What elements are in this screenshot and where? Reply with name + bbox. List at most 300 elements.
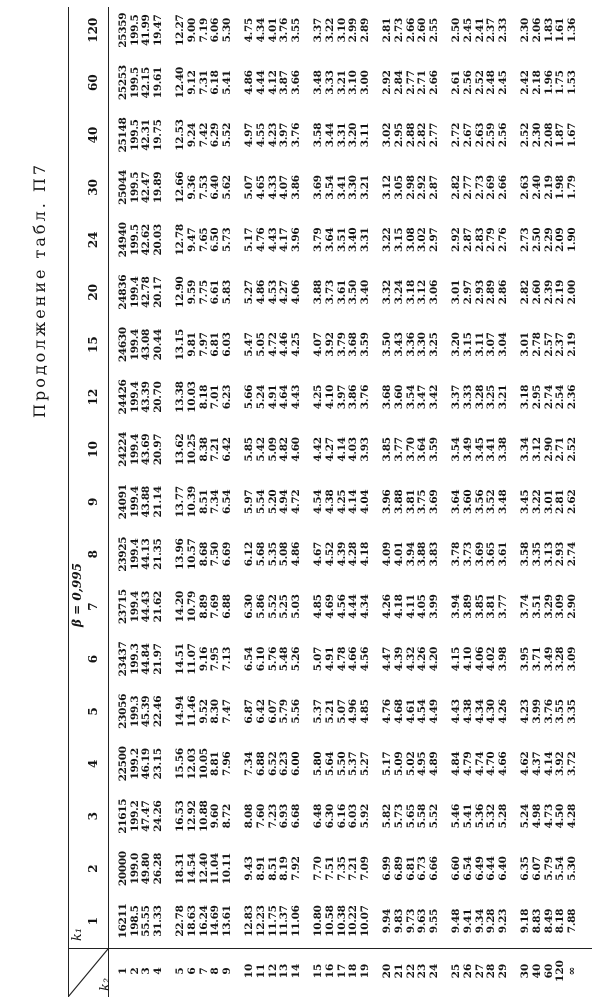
table-cell: 16.53 xyxy=(174,800,187,832)
table-cell: 4.39 xyxy=(335,542,348,567)
table-cell: 3.10 xyxy=(347,70,360,95)
table-cell: 5.21 xyxy=(324,699,336,724)
table-cell: 10.11 xyxy=(220,852,233,885)
table-cell: 3.38 xyxy=(496,437,509,462)
table-cell: 6.00 xyxy=(289,751,302,776)
table-cell: 3.81 xyxy=(485,594,498,619)
column-header-k1-24: 24 xyxy=(86,231,100,249)
table-cell: 3.36 xyxy=(404,332,417,357)
table-cell: 3.31 xyxy=(358,227,371,252)
table-cell: 8.81 xyxy=(209,751,222,776)
row-header-k2-28: 28 xyxy=(485,963,498,979)
row-header-k2-16: 16 xyxy=(324,963,336,979)
table-cell: 3.44 xyxy=(324,122,336,148)
table-cell: 4.74 xyxy=(473,751,486,776)
table-cell: 15.56 xyxy=(174,748,187,780)
table-cell: 7.95 xyxy=(209,646,222,672)
row-header-k2-5: 5 xyxy=(174,967,187,975)
table-cell: 3.59 xyxy=(427,437,440,462)
table-cell: 25359 xyxy=(117,12,129,48)
table-cell: 10.03 xyxy=(186,381,198,413)
table-cell: 7.97 xyxy=(197,332,210,357)
table-cell: 12.40 xyxy=(197,852,210,885)
table-cell: 5.56 xyxy=(289,699,302,724)
table-cell: 1.61 xyxy=(554,18,567,43)
table-cell: 3.20 xyxy=(450,332,463,357)
table-cell: 5.54 xyxy=(255,489,267,514)
table-cell: 10.58 xyxy=(324,905,336,937)
table-cell: 7.42 xyxy=(197,122,210,148)
table-cell: 3.09 xyxy=(565,646,578,672)
table-cell: 2.41 xyxy=(473,18,486,43)
table-cell: 5.07 xyxy=(312,646,325,672)
table-cell: 4.34 xyxy=(473,699,486,724)
table-cell: 3.88 xyxy=(393,489,405,514)
table-cell: 4.96 xyxy=(347,699,360,724)
table-cell: 6.73 xyxy=(416,856,429,881)
table-cell: 8.49 xyxy=(542,908,555,934)
table-cell: 3.09 xyxy=(554,594,567,619)
table-cell: 5.92 xyxy=(358,804,371,829)
table-cell: 2.97 xyxy=(462,280,474,305)
table-cell: 3.66 xyxy=(289,70,302,95)
table-cell: 4.06 xyxy=(473,646,486,672)
table-cell: 3.94 xyxy=(404,542,417,567)
table-cell: 2.73 xyxy=(393,18,405,43)
table-cell: 3.99 xyxy=(531,699,543,724)
table-cell: 6.50 xyxy=(209,227,222,252)
table-cell: 3.73 xyxy=(324,280,336,305)
table-cell: 4.75 xyxy=(243,18,256,43)
table-cell: 199.5 xyxy=(128,66,141,99)
table-cell: 9.48 xyxy=(450,908,463,934)
table-cell: 199.4 xyxy=(128,328,141,361)
table-cell: 4.79 xyxy=(462,751,474,776)
table-cell: 9.59 xyxy=(186,280,198,305)
table-cell: 5.52 xyxy=(220,122,233,148)
row-header-k2-inf: ∞ xyxy=(565,966,578,976)
table-cell: 6.18 xyxy=(209,70,222,95)
table-cell: 199.4 xyxy=(128,486,141,518)
table-cell: 13.61 xyxy=(220,905,233,937)
column-header-k1-15: 15 xyxy=(86,336,100,353)
table-cell: 19.89 xyxy=(151,171,164,204)
table-cell: 7.75 xyxy=(197,280,210,305)
table-cell: 3.41 xyxy=(335,175,348,200)
table-cell: 4.33 xyxy=(266,175,279,200)
table-cell: 2.74 xyxy=(542,384,555,410)
column-header-k1-9: 9 xyxy=(86,497,100,506)
table-cell: 13.15 xyxy=(174,328,187,361)
table-cell: 3.50 xyxy=(347,280,360,305)
table-cell: 2.52 xyxy=(473,70,486,95)
table-cell: 7.01 xyxy=(209,384,222,410)
table-cell: 4.03 xyxy=(347,437,360,462)
row-header-k2-25: 25 xyxy=(450,963,463,979)
table-cell: 3.00 xyxy=(358,70,371,95)
table-cell: 9.24 xyxy=(186,122,198,148)
table-cell: 19.61 xyxy=(151,66,164,99)
table-cell: 2.42 xyxy=(519,70,532,95)
table-cell: 4.85 xyxy=(358,699,371,724)
table-cell: 3.52 xyxy=(485,489,498,514)
table-cell: 2.52 xyxy=(565,437,578,462)
table-cell: 8.18 xyxy=(554,908,567,934)
row-header-k2-21: 21 xyxy=(393,963,405,979)
table-cell: 8.89 xyxy=(197,594,210,619)
row-header-k2-2: 2 xyxy=(128,967,141,975)
table-cell: 3.76 xyxy=(289,122,302,148)
table-cell: 6.35 xyxy=(519,856,532,881)
table-cell: 2.95 xyxy=(531,384,543,410)
table-cell: 3.69 xyxy=(312,175,325,200)
table-cell: 4.72 xyxy=(266,332,279,357)
table-cell: 4.43 xyxy=(450,699,463,724)
table-cell: 2.00 xyxy=(565,280,578,305)
table-cell: 4.73 xyxy=(542,804,555,829)
table-cell: 3.94 xyxy=(450,594,463,619)
table-cell: 6.42 xyxy=(220,437,233,462)
table-cell: 10.38 xyxy=(335,905,348,937)
table-cell: 9.83 xyxy=(393,908,405,934)
table-cell: 3.31 xyxy=(335,122,348,148)
table-cell: 2.86 xyxy=(496,280,509,305)
column-header-k1-7: 7 xyxy=(86,602,100,611)
table-cell: 199.4 xyxy=(128,538,141,570)
table-cell: 4.95 xyxy=(416,751,429,776)
table-cell: 3.71 xyxy=(531,646,543,672)
rotated-table-wrapper xyxy=(68,7,592,997)
table-cell: 8.51 xyxy=(266,856,279,881)
table-cell: 12.78 xyxy=(174,224,187,256)
table-cell: 44.13 xyxy=(140,538,153,570)
table-cell: 7.70 xyxy=(312,856,325,881)
table-cell: 5.52 xyxy=(266,594,279,619)
table-cell: 10.25 xyxy=(186,433,198,466)
corner-k1-label: k₁ xyxy=(70,927,85,941)
table-cell: 2.18 xyxy=(531,70,543,95)
table-cell: 7.92 xyxy=(289,856,302,881)
table-cell: 11.04 xyxy=(209,852,222,885)
table-cell: 4.70 xyxy=(485,751,498,776)
table-cell: 4.43 xyxy=(289,384,302,410)
table-cell: 14.51 xyxy=(174,643,187,675)
row-header-k2-1: 1 xyxy=(117,967,129,975)
table-cell: 5.27 xyxy=(243,280,256,305)
table-cell: 10.39 xyxy=(186,486,198,518)
table-cell: 2.52 xyxy=(519,122,532,148)
table-cell: 4.23 xyxy=(519,699,532,724)
table-cell: 12.53 xyxy=(174,119,187,151)
table-cell: 3.22 xyxy=(531,489,543,514)
row-header-k2-23: 23 xyxy=(416,963,429,979)
table-cell: 3.29 xyxy=(542,594,555,619)
table-cell: 4.05 xyxy=(416,594,429,619)
table-cell: 3.45 xyxy=(473,437,486,462)
table-cell: 6.68 xyxy=(289,804,302,829)
table-cell: 3.97 xyxy=(278,122,291,148)
table-cell: 8.51 xyxy=(197,489,210,514)
table-cell: 3.96 xyxy=(381,489,394,514)
table-cell: 2.54 xyxy=(554,384,567,410)
table-cell: 2.81 xyxy=(554,489,567,514)
table-cell: 3.68 xyxy=(381,384,394,410)
table-cell: 4.30 xyxy=(485,699,498,724)
table-cell: 4.14 xyxy=(542,751,555,776)
table-cell: 19.47 xyxy=(151,14,164,46)
table-cell: 12.66 xyxy=(174,171,187,204)
table-cell: 2.82 xyxy=(519,280,532,305)
table-cell: 199.4 xyxy=(128,381,141,413)
table-cell: 3.88 xyxy=(416,542,429,567)
table-cell: 3.64 xyxy=(416,437,429,462)
table-cell: 2.30 xyxy=(519,18,532,43)
table-cell: 21.97 xyxy=(151,643,164,675)
table-cell: 2.33 xyxy=(496,18,509,43)
table-cell: 3.54 xyxy=(450,437,463,462)
table-cell: 4.26 xyxy=(381,594,394,619)
row-header-k2-30: 30 xyxy=(519,963,532,979)
table-cell: 23437 xyxy=(117,641,129,677)
table-cell: 2.90 xyxy=(542,437,555,462)
table-cell: 2.09 xyxy=(554,227,567,252)
table-cell: 2.87 xyxy=(462,227,474,252)
table-cell: 5.27 xyxy=(358,751,371,776)
table-cell: 3.37 xyxy=(312,18,325,43)
table-cell: 4.50 xyxy=(554,804,567,829)
table-cell: 24836 xyxy=(117,274,129,310)
table-cell: 4.49 xyxy=(427,699,440,724)
table-cell: 3.35 xyxy=(531,542,543,567)
table-cell: 6.06 xyxy=(209,18,222,43)
column-header-k1-12: 12 xyxy=(86,388,100,406)
table-cell: 45.39 xyxy=(140,695,153,728)
table-cell: 4.86 xyxy=(255,280,267,305)
table-cell: 6.12 xyxy=(243,542,256,567)
table-cell: 9.41 xyxy=(462,908,474,934)
table-cell: 20.17 xyxy=(151,276,164,308)
table-cell: 2.77 xyxy=(462,175,474,200)
table-cell: 4.86 xyxy=(243,70,256,95)
table-cell: 4.66 xyxy=(347,646,360,672)
table-cell: 4.01 xyxy=(266,18,279,43)
table-cell: 4.67 xyxy=(312,542,325,567)
table-cell: 2.72 xyxy=(450,122,463,148)
table-cell: 5.30 xyxy=(565,856,578,881)
table-cell: 3.74 xyxy=(519,594,532,619)
table-cell: 7.13 xyxy=(220,646,233,672)
table-cell: 2.19 xyxy=(554,280,567,305)
table-cell: 4.34 xyxy=(255,18,267,43)
table-cell: 20.70 xyxy=(151,381,164,413)
table-cell: 3.48 xyxy=(496,489,509,514)
table-cell: 7.65 xyxy=(197,227,210,252)
column-header-k1-20: 20 xyxy=(86,283,100,301)
table-cell: 4.47 xyxy=(381,646,394,672)
table-cell: 11.46 xyxy=(186,695,198,728)
table-cell: 8.68 xyxy=(197,542,210,567)
table-cell: 3.60 xyxy=(393,384,405,410)
table-cell: 6.40 xyxy=(209,175,222,200)
table-cell: 2.37 xyxy=(554,332,567,357)
table-cell: 14.20 xyxy=(174,590,187,623)
column-header-k1-30: 30 xyxy=(86,179,100,196)
table-cell: 3.81 xyxy=(404,489,417,514)
table-cell: 7.88 xyxy=(565,908,578,934)
table-cell: 1.83 xyxy=(542,18,555,43)
table-cell: 2.59 xyxy=(485,122,498,148)
table-cell: 6.66 xyxy=(427,856,440,881)
table-cell: 6.87 xyxy=(243,699,256,724)
table-cell: 4.20 xyxy=(427,646,440,672)
table-cell: 3.89 xyxy=(462,594,474,619)
table-cell: 9.81 xyxy=(186,332,198,357)
table-cell: 3.55 xyxy=(289,18,302,43)
table-cell: 5.08 xyxy=(278,542,291,567)
table-cell: 3.10 xyxy=(335,18,348,43)
table-cell: 199.4 xyxy=(128,433,141,466)
table-cell: 3.48 xyxy=(312,70,325,95)
table-cell: 5.65 xyxy=(404,804,417,829)
table-cell: 4.27 xyxy=(278,280,291,305)
table-cell: 1.98 xyxy=(554,175,567,200)
table-cell: 43.69 xyxy=(140,433,153,466)
table-cell: 4.72 xyxy=(289,489,302,514)
table-cell: 2.77 xyxy=(427,122,440,148)
row-header-k2-20: 20 xyxy=(381,963,394,979)
table-cell: 4.54 xyxy=(312,489,325,514)
table-cell: 2.66 xyxy=(496,175,509,200)
table-cell: 4.60 xyxy=(289,437,302,462)
table-cell: 13.77 xyxy=(174,486,187,518)
table-cell: 5.97 xyxy=(243,489,256,514)
table-cell: 4.44 xyxy=(255,70,267,95)
table-cell: 3.06 xyxy=(427,280,440,305)
table-cell: 5.24 xyxy=(519,804,532,829)
table-cell: 3.30 xyxy=(416,332,429,357)
table-cell: 23925 xyxy=(117,536,129,572)
table-cell: 14.94 xyxy=(174,695,187,728)
table-cell: 18.63 xyxy=(186,905,198,937)
table-cell: 2.82 xyxy=(450,175,463,200)
table-cell: 2.45 xyxy=(462,18,474,43)
column-header-k1-6: 6 xyxy=(86,654,100,664)
table-cell: 3.24 xyxy=(393,280,405,305)
table-cell: 4.25 xyxy=(335,489,348,514)
table-cell: 6.49 xyxy=(473,856,486,881)
table-cell: 4.91 xyxy=(324,646,336,672)
table-cell: 3.78 xyxy=(450,542,463,567)
table-cell: 4.09 xyxy=(381,542,394,567)
table-cell: 3.59 xyxy=(358,332,371,357)
table-cell: 9.23 xyxy=(496,908,509,934)
table-cell: 5.07 xyxy=(335,699,348,724)
table-cell: 47.47 xyxy=(140,800,153,832)
table-cell: 3.58 xyxy=(519,542,532,567)
table-cell: 4.06 xyxy=(289,280,302,305)
table-cell: 5.86 xyxy=(255,594,267,619)
table-cell: 4.01 xyxy=(393,542,405,567)
table-cell: 11.37 xyxy=(278,905,291,937)
table-cell: 3.76 xyxy=(358,384,371,410)
table-cell: 4.94 xyxy=(278,489,291,514)
table-cell: 14.54 xyxy=(186,852,198,885)
table-cell: 4.52 xyxy=(324,542,336,567)
table-cell: 11.07 xyxy=(186,643,198,675)
row-header-k2-10: 10 xyxy=(243,963,256,979)
table-cell: 6.29 xyxy=(209,122,222,148)
table-cell: 7.50 xyxy=(209,542,222,567)
table-cell: 6.03 xyxy=(347,804,360,829)
table-cell: 5.76 xyxy=(266,646,279,672)
table-cell: 3.88 xyxy=(312,280,325,305)
table-cell: 9.43 xyxy=(243,856,256,881)
f-distribution-table xyxy=(68,7,592,997)
table-cell: 3.02 xyxy=(416,227,429,252)
table-cell: 25044 xyxy=(117,169,129,205)
table-cell: 42.62 xyxy=(140,224,153,256)
table-cell: 3.13 xyxy=(542,542,555,567)
table-cell: 2.77 xyxy=(404,70,417,95)
table-cell: 3.43 xyxy=(393,332,405,357)
table-cell: 5.47 xyxy=(243,332,256,357)
table-cell: 5.50 xyxy=(335,751,348,776)
table-cell: 26.28 xyxy=(151,852,164,885)
table-cell: 2.93 xyxy=(554,542,567,567)
table-cell: 199.3 xyxy=(128,643,141,675)
table-cell: 5.54 xyxy=(554,856,567,881)
table-cell: 2.73 xyxy=(519,227,532,252)
table-cell: 5.03 xyxy=(289,594,302,619)
table-cell: 24224 xyxy=(117,431,129,467)
table-cell: 4.15 xyxy=(450,646,463,672)
table-cell: 7.21 xyxy=(209,437,222,462)
table-cell: 2.08 xyxy=(542,122,555,148)
table-cell: 3.98 xyxy=(496,646,509,672)
table-cell: 2.66 xyxy=(404,18,417,43)
table-cell: 5.83 xyxy=(220,280,233,305)
table-cell: 3.34 xyxy=(519,437,532,462)
table-cell: 3.12 xyxy=(531,437,543,462)
table-cell: 3.69 xyxy=(427,489,440,514)
table-cell: 20.97 xyxy=(151,433,164,466)
table-cell: 3.25 xyxy=(427,332,440,357)
table-cell: 10.07 xyxy=(358,905,371,937)
table-cell: 12.23 xyxy=(255,905,267,937)
table-cell: 5.46 xyxy=(450,804,463,829)
table-cell: 2.92 xyxy=(450,227,463,252)
table-cell: 9.94 xyxy=(381,908,394,934)
table-cell: 44.84 xyxy=(140,643,153,675)
table-cell: 3.87 xyxy=(278,70,291,95)
table-cell: 5.36 xyxy=(473,804,486,829)
table-cell: 3.25 xyxy=(485,384,498,410)
table-cell: 3.21 xyxy=(496,384,509,410)
table-cell: 3.37 xyxy=(450,384,463,410)
table-cell: 24091 xyxy=(117,484,129,520)
table-cell: 4.97 xyxy=(243,122,256,148)
table-cell: 3.72 xyxy=(565,751,578,776)
table-cell: 5.73 xyxy=(393,804,405,829)
table-cell: 21.35 xyxy=(151,538,164,570)
row-header-k2-3: 3 xyxy=(140,967,153,975)
table-cell: 2.06 xyxy=(531,18,543,43)
table-cell: 3.60 xyxy=(462,489,474,514)
row-header-k2-4: 4 xyxy=(151,967,164,975)
table-cell: 1.53 xyxy=(565,70,578,95)
table-cell: 199.4 xyxy=(128,276,141,308)
table-cell: 2.55 xyxy=(427,18,440,43)
